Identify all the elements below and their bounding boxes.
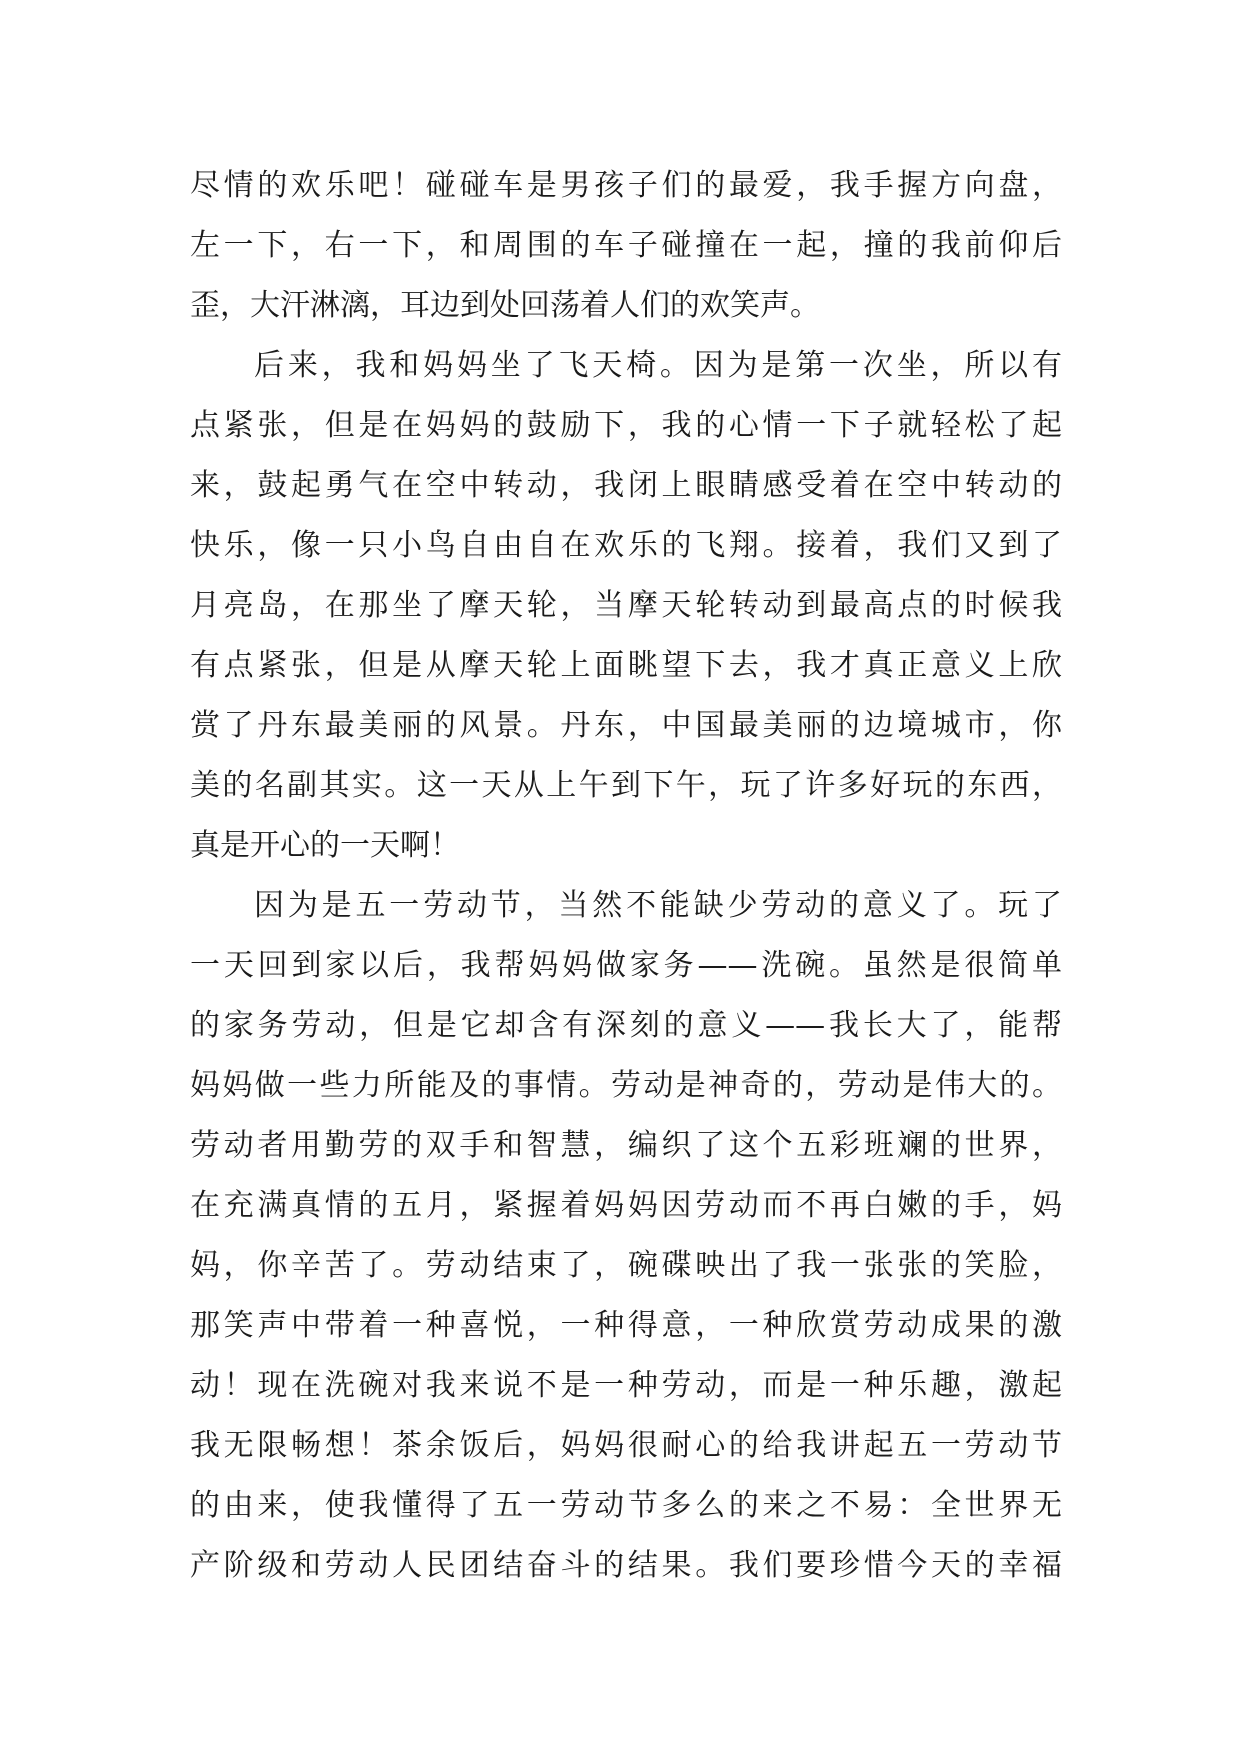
text-line: 来，鼓起勇气在空中转动，我闭上眼睛感受着在空中转动的 [190,468,1062,503]
text-line: 后来，我和妈妈坐了飞天椅。因为是第一次坐，所以有 [254,348,1062,383]
document-body [190,156,1062,1596]
text-line: 赏了丹东最美丽的风景。丹东，中国最美丽的边境城市，你 [190,708,1062,743]
paragraph [190,336,1062,876]
text-line: 的由来，使我懂得了五一劳动节多么的来之不易：全世界无 [190,1488,1062,1523]
text-line: 在充满真情的五月，紧握着妈妈因劳动而不再白嫩的手，妈 [190,1188,1062,1223]
text-line: 我无限畅想！茶余饭后，妈妈很耐心的给我讲起五一劳动节 [190,1428,1062,1463]
text-line: 因为是五一劳动节，当然不能缺少劳动的意义了。玩了 [254,888,1062,923]
paragraph [190,156,1062,336]
text-line: 的家务劳动，但是它却含有深刻的意义——我长大了，能帮 [190,1008,1062,1043]
text-line: 那笑声中带着一种喜悦，一种得意，一种欣赏劳动成果的激 [190,1308,1062,1343]
text-line: 尽情的欢乐吧！碰碰车是男孩子们的最爱，我手握方向盘， [190,168,1062,203]
text-line: 美的名副其实。这一天从上午到下午，玩了许多好玩的东西， [190,768,1062,803]
text-line: 妈妈做一些力所能及的事情。劳动是神奇的，劳动是伟大的。 [190,1068,1062,1103]
text-line: 月亮岛，在那坐了摩天轮，当摩天轮转动到最高点的时候我 [190,588,1062,623]
text-line: 妈，你辛苦了。劳动结束了，碗碟映出了我一张张的笑脸， [190,1248,1062,1283]
text-line: 点紧张，但是在妈妈的鼓励下，我的心情一下子就轻松了起 [190,408,1062,443]
paragraph [190,876,1062,1596]
text-line: 劳动者用勤劳的双手和智慧，编织了这个五彩班斓的世界， [190,1128,1062,1163]
text-line: 歪，大汗淋漓，耳边到处回荡着人们的欢笑声。 [190,288,820,323]
text-line: 有点紧张，但是从摩天轮上面眺望下去，我才真正意义上欣 [190,648,1062,683]
text-line: 左一下，右一下，和周围的车子碰撞在一起，撞的我前仰后 [190,228,1062,263]
text-line: 动！现在洗碗对我来说不是一种劳动，而是一种乐趣，激起 [190,1368,1062,1403]
text-line: 一天回到家以后，我帮妈妈做家务——洗碗。虽然是很简单 [190,948,1062,983]
text-line: 产阶级和劳动人民团结奋斗的结果。我们要珍惜今天的幸福 [190,1548,1062,1583]
text-line: 真是开心的一天啊！ [190,828,460,863]
text-line: 快乐，像一只小鸟自由自在欢乐的飞翔。接着，我们又到了 [190,528,1062,563]
